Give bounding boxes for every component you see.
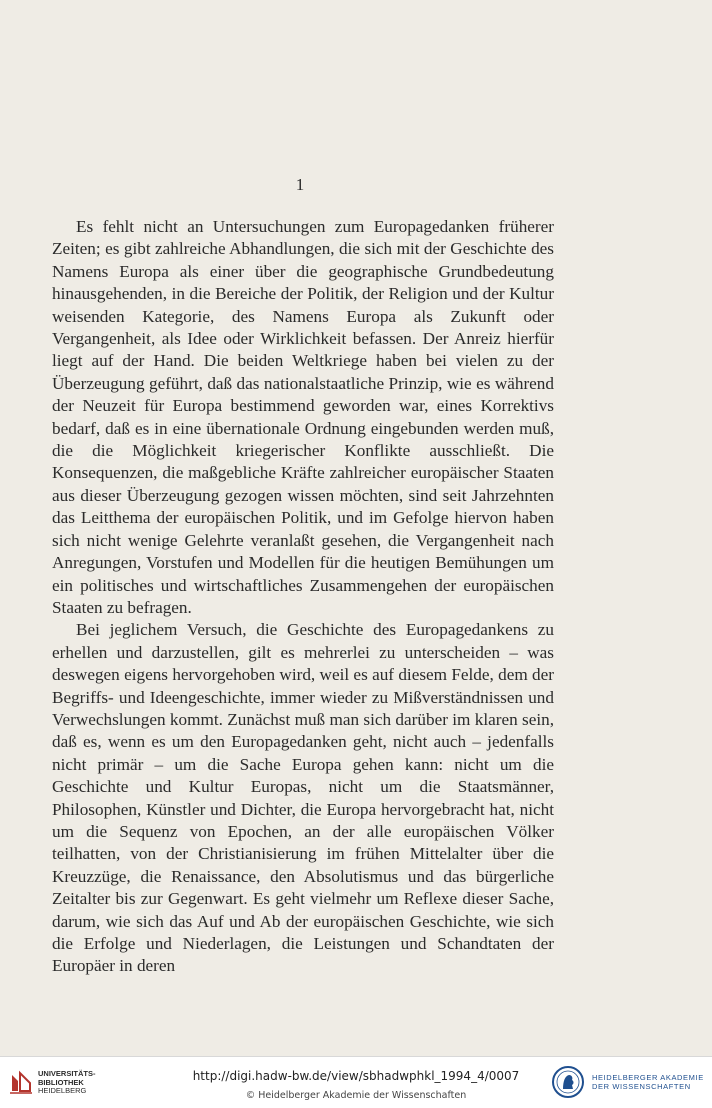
academy-label[interactable] bbox=[592, 1073, 704, 1091]
copyright-notice: © Heidelberger Akademie der Wissenschaften bbox=[245, 1090, 467, 1101]
ub-line-1: UNIVERSITÄTS- bbox=[38, 1069, 96, 1078]
paragraph-1: Es fehlt nicht an Untersuchungen zum Europagedanken früherer Zeiten; es gibt zahlreiche Abhandlungen, die sich mit der Geschichte des Namens Europa als einer über die geographische Grundbedeutung hinausgehenden, in die Bereiche der Politik, der Religion und der Kultur weisenden Kategorie, des Namens Europa als Zukunft oder Vergangenheit, als Idee oder Wirklichkeit befassen. Der Anreiz hierfür liegt auf der Hand. Die beiden Weltkriege haben bei vielen zu der Überzeugung geführt, daß das nationalstaatliche Prinzip, wie es während der Neuzeit für Europa bestimmend geworden war, eines Korrektivs bedarf, daß es in eine übernationale Ordnung eingebunden werden muß, die die Möglichkeit kriegerischer Konflikte ausschließt. Die Konsequenzen, die maßgebliche Kräfte zahlreicher europäischer Staaten aus dieser Überzeugung gezogen wissen möchten, sind seit Jahrzehnten das Leitthema der europäischen Politik, und im Gefolge hiervon haben sich nicht wenige Gelehrte veranlaßt gesehen, die Vergangenheit nach Anregungen, Vorstufen und Modellen für die heutigen Bemühungen um ein politisches und wirtschaftliches Zusammengehen der europäischen Staaten zu befragen. bbox=[52, 217, 554, 617]
academy-seal-icon[interactable] bbox=[552, 1065, 584, 1099]
permalink-url[interactable]: http://digi.hadw-bw.de/view/sbhadwphkl_1994_4/0007 bbox=[192, 1069, 520, 1083]
ub-line-3: HEIDELBERG bbox=[38, 1086, 87, 1095]
ub-line-2: BIBLIOTHEK bbox=[38, 1077, 84, 1087]
paragraph-2: Bei jeglichem Versuch, die Geschichte des Europagedankens zu erhellen und darzustellen, gilt es mehrerlei zu unterscheiden – was deswegen eigens hervorgehoben wird, weil es auf diesem Felde, dem der Begriffs- und Ideengeschichte, immer wieder zu Mißverständnissen und Verwechslungen kommt. Zunächst muß man sich darüber im klaren sein, daß es, wenn es um den Europagedanken geht, nicht auch – jedenfalls nicht primär – um die Sache Europa gehen kann: nicht um die Geschichte und Kultur Europas, nicht um die Staatsmänner, Philosophen, Künstler und Dichter, die Europa hervorgebracht hat, nicht um die Sequenz von Epochen, an der alle europäischen Völker teilhatten, von der Christianisierung im frühen Mittelalter über die Kreuzzüge, die Renaissance, den Absolutismus und das bürgerliche Zeitalter bis zur Gegenwart. Es geht vielmehr um Reflexe dieser Sache, darum, wie sich das Auf und Ab der europäischen Geschichte, wie sich die Erfolge und Niederlagen, die Leistungen und Schandtaten der Europäer in deren bbox=[52, 620, 554, 976]
chapter-number: 1 bbox=[295, 175, 305, 194]
digitization-footer bbox=[0, 1056, 712, 1108]
body-text bbox=[52, 216, 554, 978]
academy-line-1: HEIDELBERGER AKADEMIE bbox=[592, 1073, 704, 1082]
academy-line-2: DER WISSENSCHAFTEN bbox=[592, 1082, 691, 1091]
